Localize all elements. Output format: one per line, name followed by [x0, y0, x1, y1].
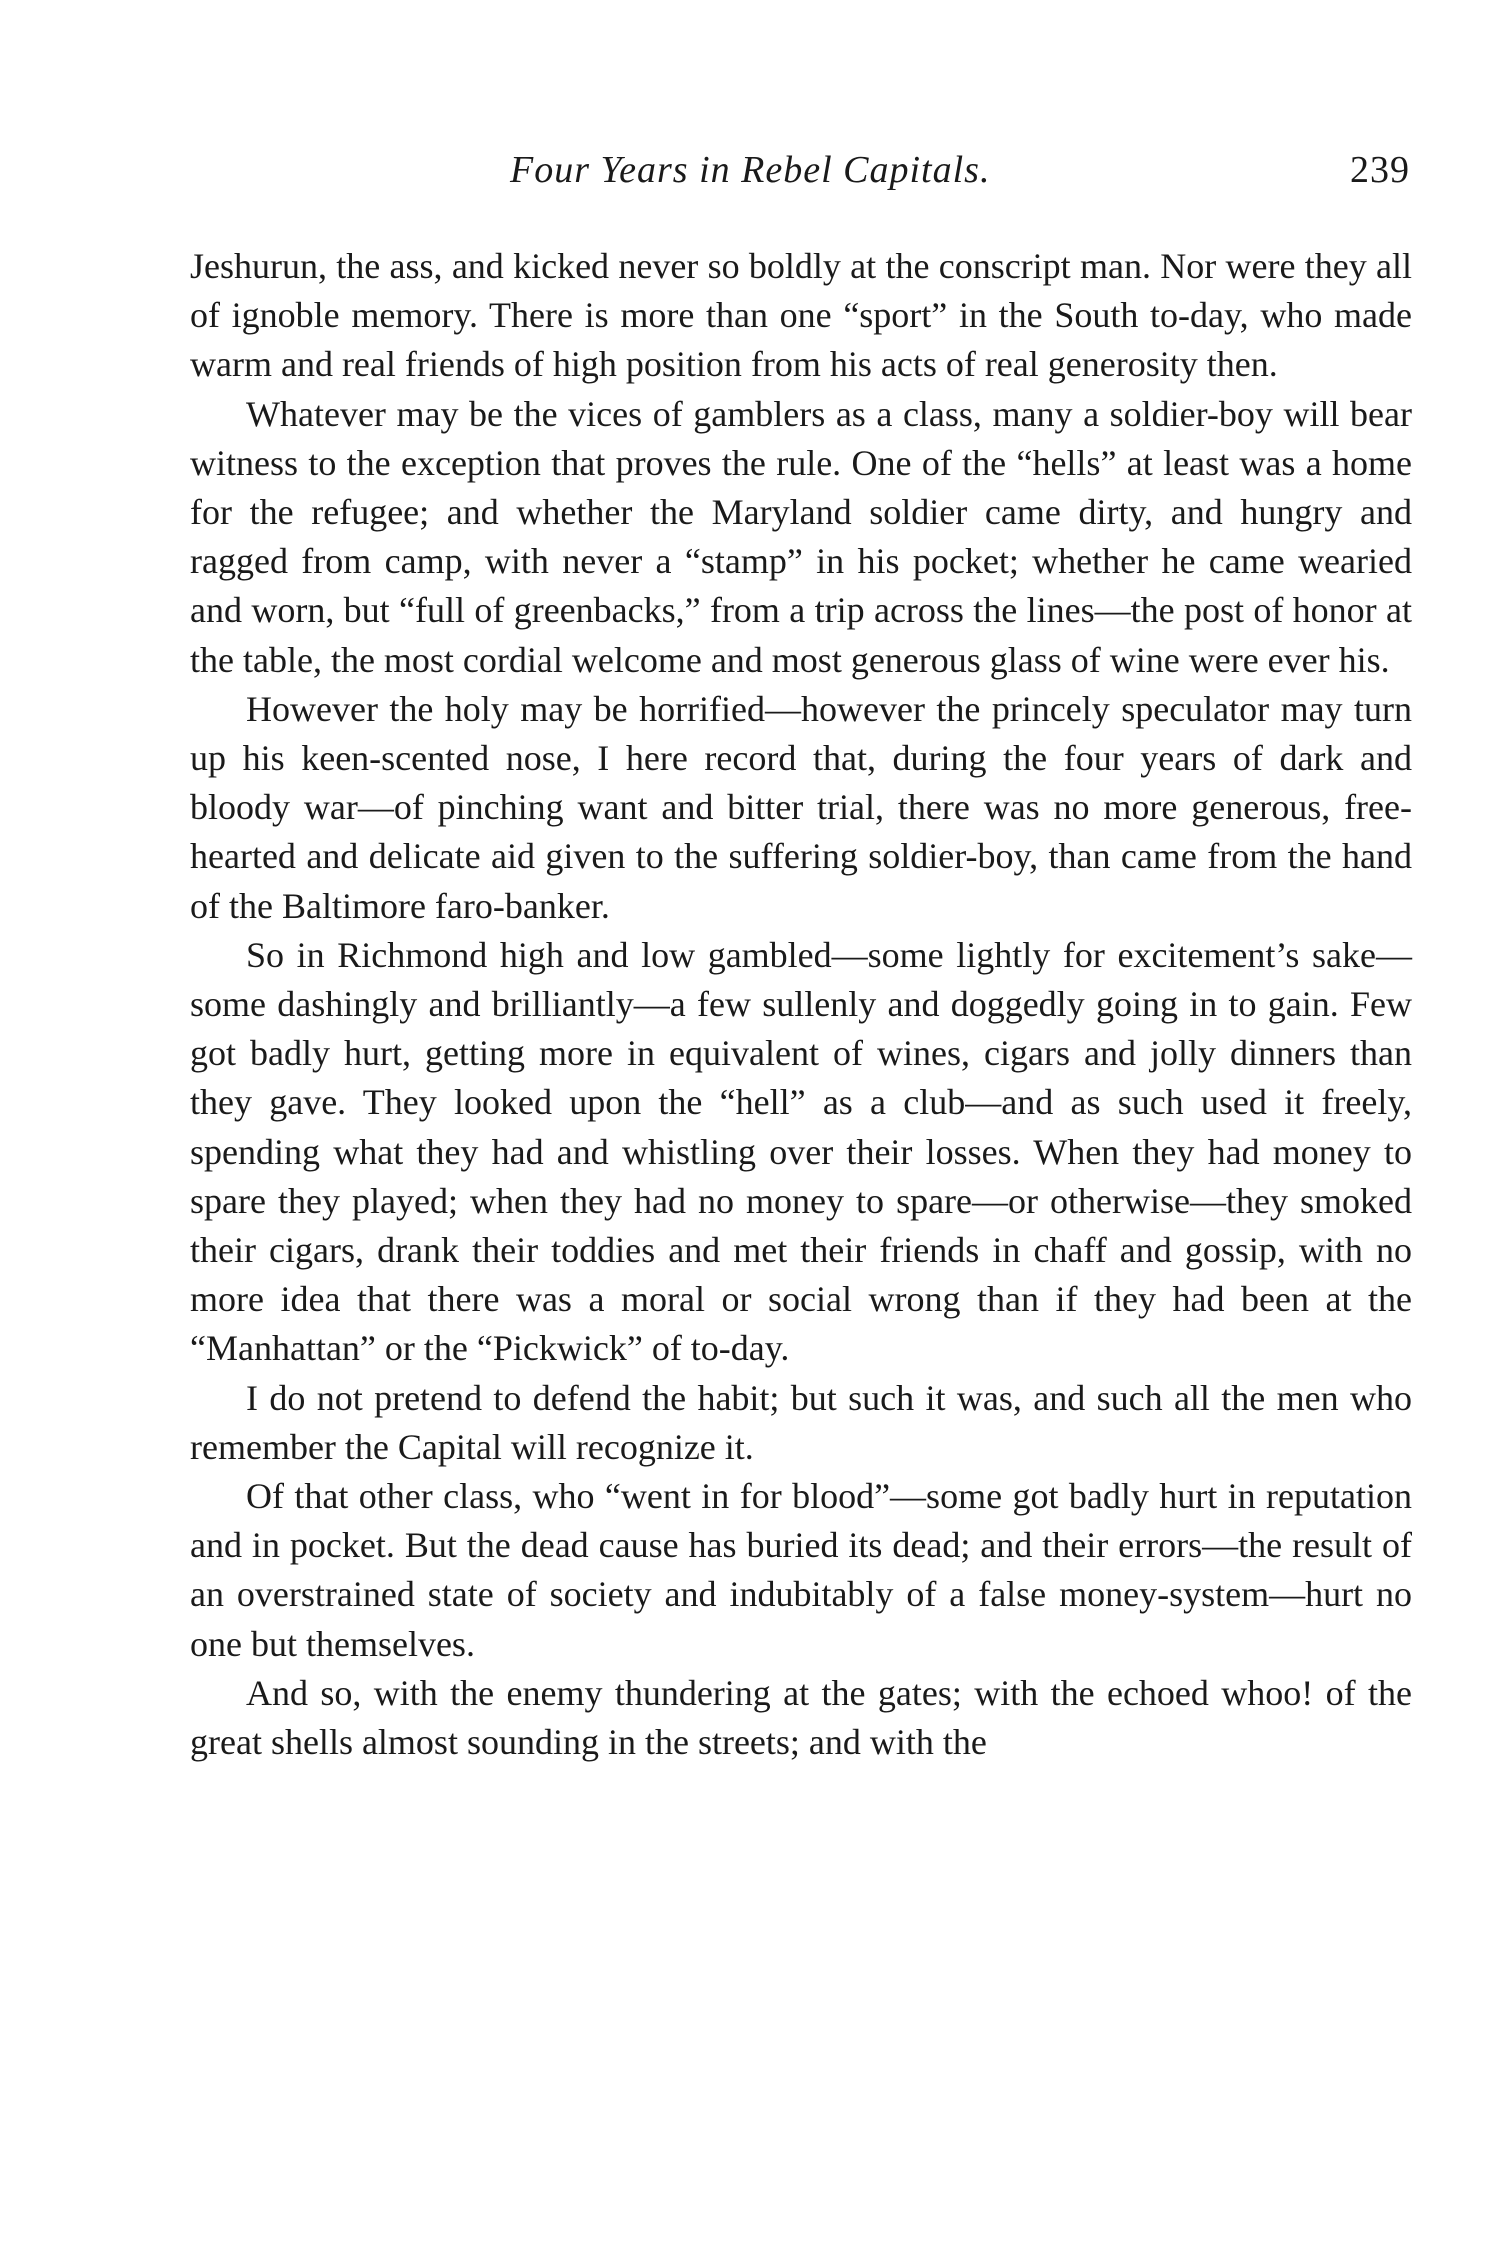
running-head	[190, 148, 1410, 208]
page-number: 239	[1350, 149, 1410, 191]
paragraph-4: So in Richmond high and low gambled—some lightly for excitement’s sake—some dashingly and brilliantly—a few sullenly and doggedly going in to gain. Few got badly hurt, getting more in equivalent of wines, cigars and jolly dinners than they gave. They looked upon the “hell” as a club—and as such used it freely, spending what they had and whistling over their losses. When they had money to spare they played; when they had no money to spare—or otherwise—they smoked their cigars, drank their toddies and met their friends in chaff and gossip, with no more idea that there was a moral or social wrong than if they had been at the “Manhattan” or the “Pickwick” of to-day.	[190, 934, 1412, 1369]
paragraph-7: And so, with the enemy thundering at the gates; with the echoed whoo! of the great shells almost sounding in the streets; and with the	[190, 1672, 1412, 1763]
paragraph-3: However the holy may be horrified—however the princely speculator may turn up his keen-scented nose, I here record that, during the four years of dark and bloody war—of pinching want and bitter trial, there was no more generous, free-hearted and delicate aid given to the suffering soldier-boy, than came from the hand of the Baltimore faro-banker.	[190, 688, 1412, 926]
running-title: Four Years in Rebel Capitals.	[510, 149, 991, 191]
paragraph-6: Of that other class, who “went in for blood”—some got badly hurt in reputation and in pocket. But the dead cause has buried its dead; and their errors—the result of an overstrained state of society and indubitably of a false money-system—hurt no one but themselves.	[190, 1476, 1412, 1664]
paragraph-2: Whatever may be the vices of gamblers as a class, many a soldier-boy will bear witness to the exception that proves the rule. One of the “hells” at least was a home for the refugee; and whether the Maryland soldier came dirty, and hungry and ragged from camp, with never a “stamp” in his pocket; whether he came wearied and worn, but “full of greenbacks,” from a trip across the lines—the post of honor at the table, the most cordial welcome and most generous glass of wine were ever his.	[190, 393, 1412, 680]
body-text	[190, 242, 1412, 1767]
paragraph-5: I do not pretend to defend the habit; but such it was, and such all the men who remember the Capital will recognize it.	[190, 1377, 1412, 1467]
paragraph-1: Jeshurun, the ass, and kicked never so boldly at the conscript man. Nor were they all of ignoble memory. There is more than one “sport” in the South to-day, who made warm and real friends of high position from his acts of real generosity then.	[190, 246, 1412, 385]
